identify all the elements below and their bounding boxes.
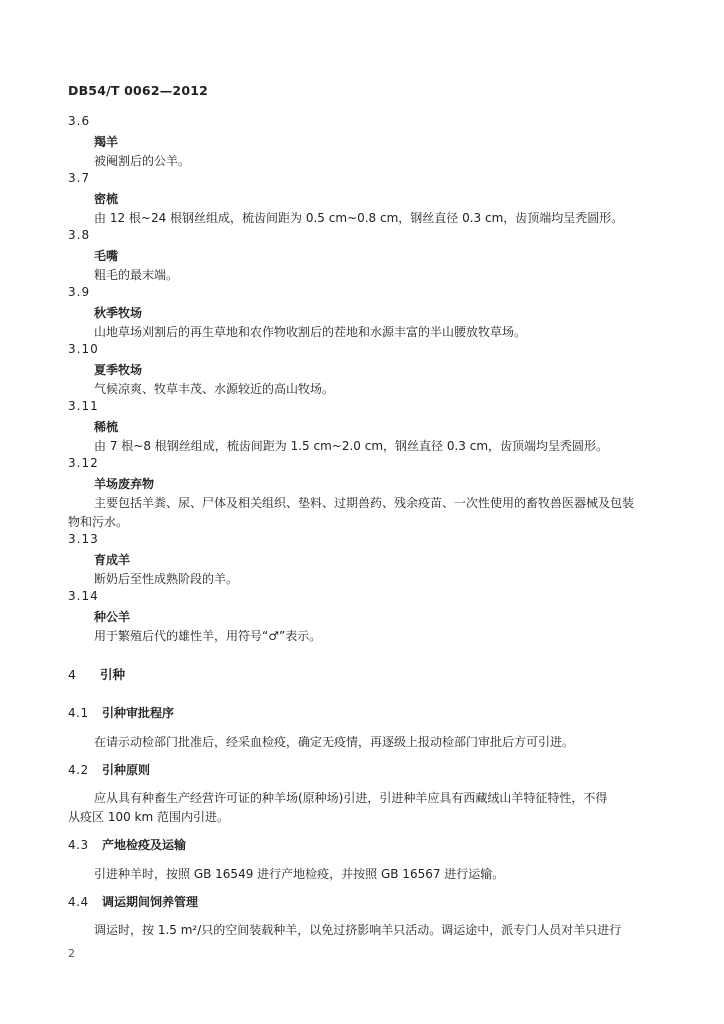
term-title: 秋季牧场: [94, 306, 143, 320]
term-number: 3.12: [68, 456, 99, 470]
page-number: 2: [68, 947, 75, 960]
term-definition: 由 7 根~8 根钢丝组成，梳齿间距为 1.5 cm~2.0 cm，钢丝直径 0.3 cm，齿顶端均呈秃圆形。: [94, 439, 609, 453]
section-number: 4: [68, 667, 76, 682]
subsection-heading: [68, 704, 174, 721]
subsection-title: 引种审批程序: [102, 706, 175, 720]
term-number: 3.10: [68, 342, 99, 356]
subsection-heading: [68, 761, 150, 778]
term-definition: 被阉割后的公羊。: [94, 154, 191, 168]
term-number: 3.7: [68, 171, 91, 185]
subsection-number: 4.3: [68, 838, 89, 852]
term-title: 种公羊: [94, 610, 131, 624]
term-definition-continuation: 物和污水。: [68, 515, 129, 529]
section-heading: [68, 665, 125, 683]
term-number: 3.13: [68, 532, 99, 546]
term-title: 羯羊: [94, 135, 119, 149]
subsection-number: 4.4: [68, 895, 89, 909]
subsection-heading: [68, 893, 198, 910]
subsection-title: 产地检疫及运输: [102, 838, 187, 852]
paragraph-continuation: 从疫区 100 km 范围内引进。: [68, 810, 229, 824]
term-title: 稀梳: [94, 420, 119, 434]
subsection-heading: [68, 836, 186, 853]
term-number: 3.8: [68, 228, 91, 242]
term-definition: 由 12 根~24 根钢丝组成，梳齿间距为 0.5 cm~0.8 cm，钢丝直径 0.3 cm，齿顶端均呈秃圆形。: [94, 211, 624, 225]
paragraph: 引进种羊时，按照 GB 16549 进行产地检疫，并按照 GB 16567 进行运输。: [94, 867, 505, 881]
term-title: 夏季牧场: [94, 363, 143, 377]
term-number: 3.14: [68, 589, 99, 603]
document-header: DB54/T 0062—2012: [68, 83, 209, 98]
subsection-title: 调运期间饲养管理: [102, 895, 199, 909]
term-number: 3.6: [68, 114, 91, 128]
term-title: 育成羊: [94, 553, 131, 567]
subsection-number: 4.2: [68, 763, 89, 777]
term-title: 羊场废弃物: [94, 477, 155, 491]
term-definition: 粗毛的最末端。: [94, 268, 179, 282]
section-title: 引种: [100, 667, 126, 682]
paragraph: 应从具有种畜生产经营许可证的种羊场(原种场)引进，引进种羊应具有西藏绒山羊特征特性，不得: [94, 791, 608, 805]
term-definition: 主要包括羊粪、尿、尸体及相关组织、垫料、过期兽药、残余疫苗、一次性使用的畜牧兽医器械及包装: [94, 496, 635, 510]
term-number: 3.9: [68, 285, 91, 299]
term-number: 3.11: [68, 399, 99, 413]
term-definition: 断奶后至性成熟阶段的羊。: [94, 572, 239, 586]
term-title: 毛嘴: [94, 249, 119, 263]
term-definition: 气候凉爽、牧草丰茂、水源较近的高山牧场。: [94, 382, 335, 396]
paragraph: 调运时，按 1.5 m²/只的空间装载种羊，以免过挤影响羊只活动。调运途中，派专门人员对羊只进行: [94, 923, 622, 937]
paragraph: 在请示动检部门批准后，经采血检疫，确定无疫情，再逐级上报动检部门审批后方可引进。: [94, 735, 575, 749]
term-definition: 山地草场刈割后的再生草地和农作物收割后的茬地和水源丰富的半山腰放牧草场。: [94, 325, 527, 339]
subsection-title: 引种原则: [102, 763, 151, 777]
term-title: 密梳: [94, 192, 119, 206]
subsection-number: 4.1: [68, 706, 89, 720]
term-definition: 用于繁殖后代的雄性羊，用符号“♂”表示。: [94, 629, 322, 643]
